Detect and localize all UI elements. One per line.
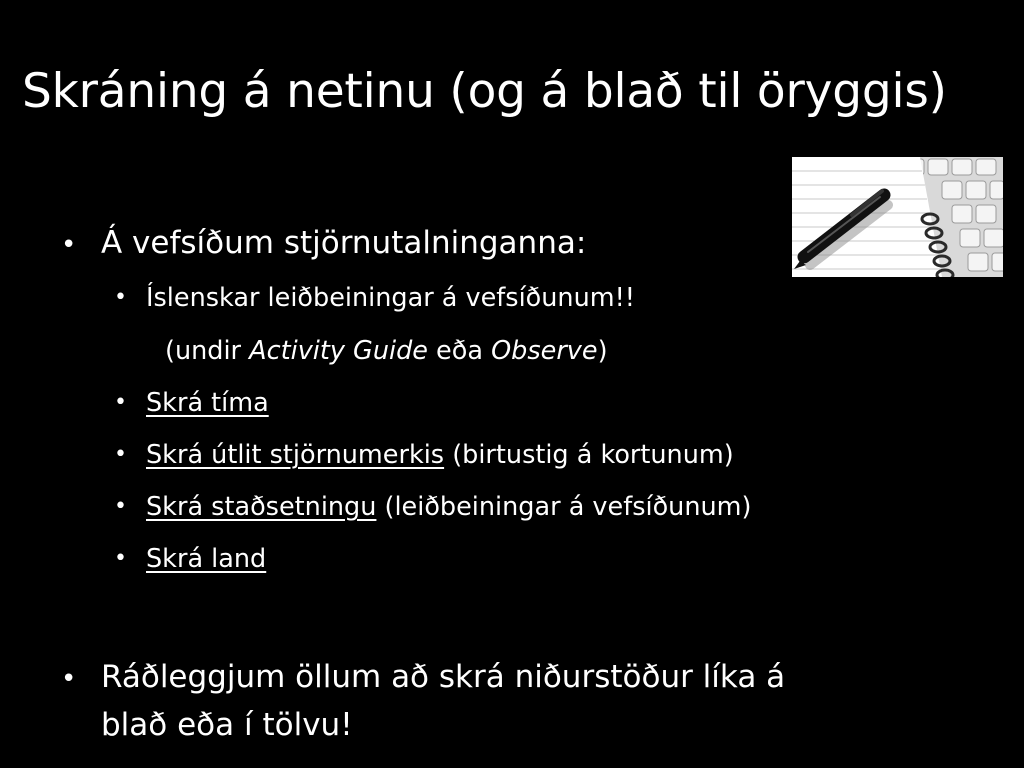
register-time-link[interactable]: Skrá tíma xyxy=(146,388,269,418)
bullet-marker: • xyxy=(114,285,127,310)
slide-title: Skráning á netinu (og á blað til öryggis) xyxy=(22,64,947,119)
bullet-text-continuation xyxy=(101,706,353,744)
register-location-link[interactable]: Skrá staðsetningu xyxy=(146,492,377,522)
list-item xyxy=(114,387,269,419)
list-item xyxy=(114,282,636,314)
list-item xyxy=(61,658,786,696)
register-appearance-link[interactable]: Skrá útlit stjörnumerkis xyxy=(146,440,445,470)
list-item xyxy=(114,543,267,575)
bullet-marker: • xyxy=(114,494,127,519)
guide-note-text: eða xyxy=(427,336,492,366)
bullet-marker: • xyxy=(114,442,127,467)
guide-note-text: ) xyxy=(597,336,608,366)
register-country-link[interactable]: Skrá land xyxy=(146,544,267,574)
bullet-text: Á vefsíðum stjörnutalninganna: xyxy=(101,225,587,261)
location-note: (leiðbeiningar á vefsíðunum) xyxy=(376,492,752,522)
guide-note xyxy=(165,335,608,367)
bullet-marker: • xyxy=(61,230,77,260)
appearance-note: (birtustig á kortunum) xyxy=(444,440,734,470)
bullet-marker: • xyxy=(114,546,127,571)
activity-guide-label: Activity Guide xyxy=(249,336,428,366)
observe-label: Observe xyxy=(491,336,598,366)
list-item xyxy=(61,224,587,262)
bullet-text: Íslenskar leiðbeiningar á vefsíðunum!! xyxy=(146,283,636,313)
bullet-marker: • xyxy=(114,390,127,415)
bullet-text: blað eða í tölvu! xyxy=(101,707,353,743)
list-item xyxy=(114,491,752,523)
list-item xyxy=(114,439,734,471)
guide-note-text: (undir xyxy=(165,336,250,366)
bullet-marker: • xyxy=(61,664,77,694)
bullet-text: Ráðleggjum öllum að skrá niðurstöður líka á xyxy=(101,659,786,695)
